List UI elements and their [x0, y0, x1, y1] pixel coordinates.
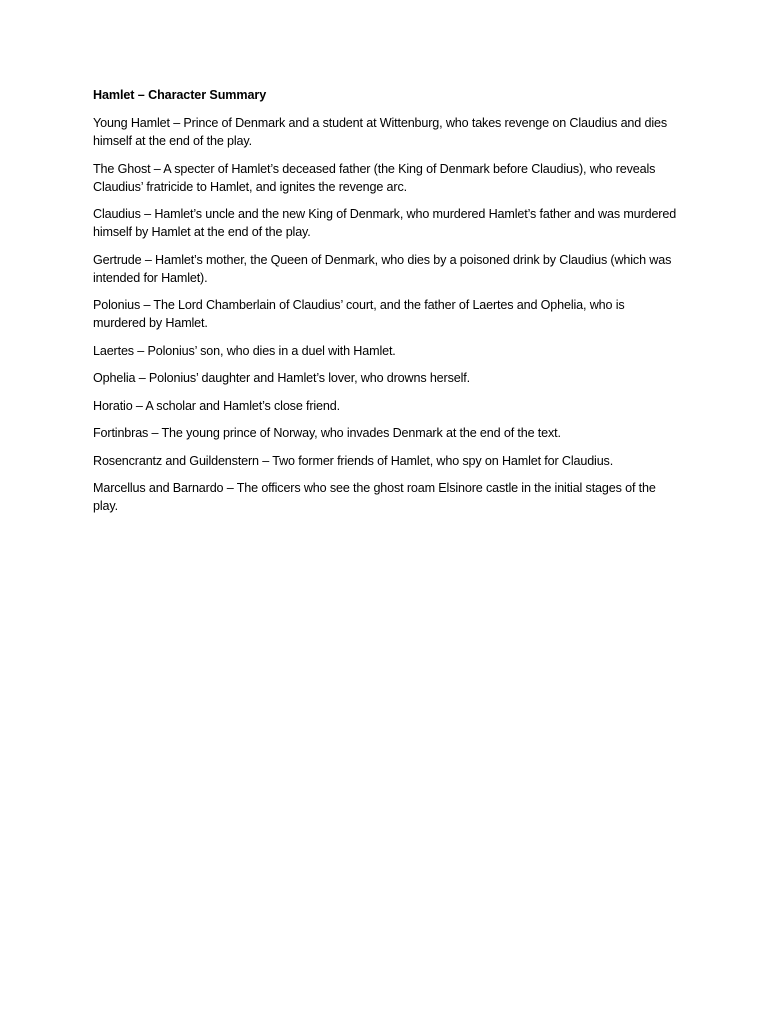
character-entry-horatio: Horatio – A scholar and Hamlet’s close friend.: [93, 398, 340, 413]
character-entry-marcellus-barnardo: Marcellus and Barnardo – The officers who see the ghost roam Elsinore castle in the initial stages of the play.: [93, 481, 656, 513]
character-entry-gertrude: Gertrude – Hamlet’s mother, the Queen of Denmark, who dies by a poisoned drink by Claudius (which was intended for Hamlet).: [93, 252, 672, 285]
character-entry-polonius: Polonius – The Lord Chamberlain of Claudius’ court, and the father of Laertes and Ophelia, who is murdered by Hamlet.: [93, 298, 625, 330]
character-entry-laertes: Laertes – Polonius’ son, who dies in a duel with Hamlet.: [93, 343, 396, 358]
character-entry-rosencrantz-guildenstern: Rosencrantz and Guildenstern – Two former friends of Hamlet, who spy on Hamlet for Claudius.: [93, 453, 614, 468]
character-entry-fortinbras: Fortinbras – The young prince of Norway, who invades Denmark at the end of the text.: [93, 426, 561, 440]
character-entry-claudius: Claudius – Hamlet’s uncle and the new King of Denmark, who murdered Hamlet’s father and was murdered himself by Hamlet at the end of the play.: [93, 207, 677, 239]
character-entry-ophelia: Ophelia – Polonius’ daughter and Hamlet’s lover, who drowns herself.: [93, 371, 470, 385]
document-title: Hamlet – Character Summary: [93, 88, 267, 102]
character-entry-young-hamlet: Young Hamlet – Prince of Denmark and a student at Wittenburg, who takes revenge on Claudius and dies himself at the end of the play.: [93, 116, 667, 148]
document-body: [93, 86, 678, 525]
character-entry-ghost: The Ghost – A specter of Hamlet’s deceased father (the King of Denmark before Claudius), who reveals Claudius’ fratricide to Hamlet, and ignites the revenge arc.: [93, 161, 656, 194]
